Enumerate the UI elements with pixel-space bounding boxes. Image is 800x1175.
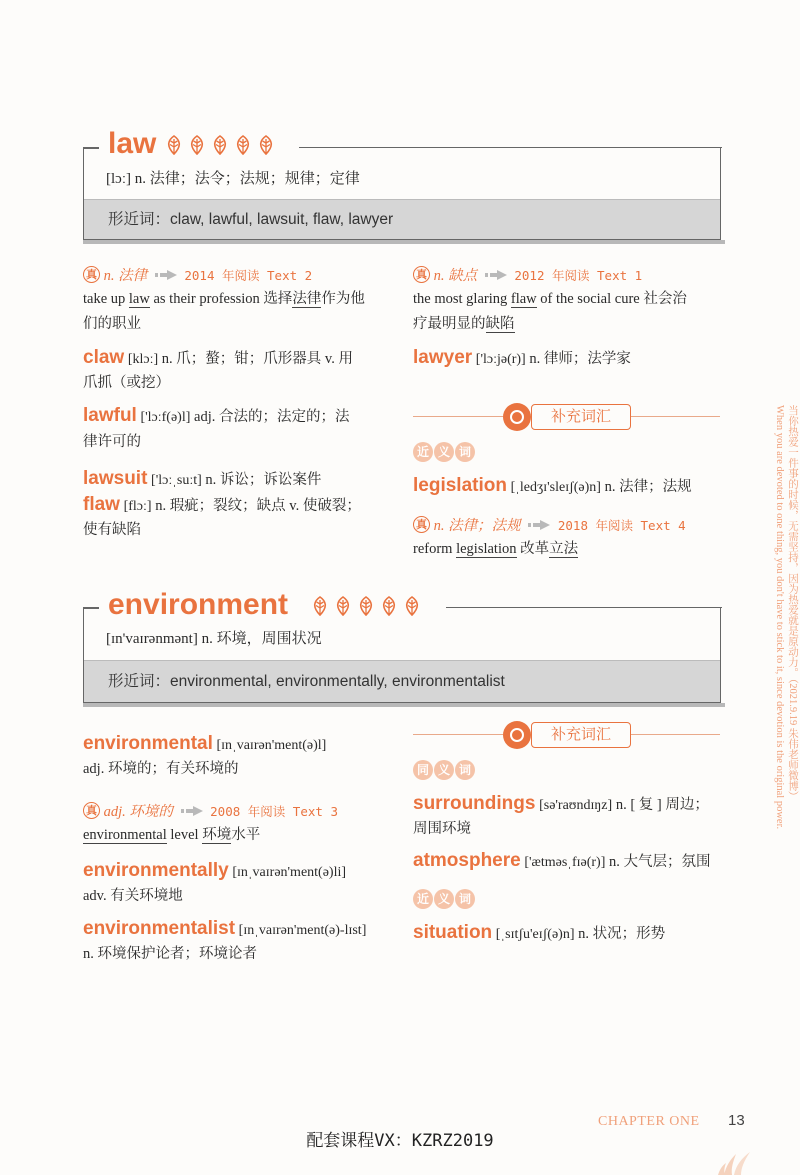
arrow-icon (181, 806, 203, 816)
environment-header-box (83, 588, 721, 703)
word-claw-def2: 爪抓（或挖） (83, 375, 170, 391)
leaf-icon (310, 596, 330, 616)
word-legislation: legislation [ˌledʒɪ'sleɪʃ(ə)n] n. 法律；法规 (413, 475, 692, 496)
law-example1-line1: take up law as their profession 选择法律作为他 (83, 291, 365, 307)
exam-source: 2014 年阅读 Text 2 (184, 268, 313, 283)
word-environmental-def: adj. 环境的；有关环境的 (83, 761, 239, 777)
word-lawsuit: lawsuit ['lɔːˌsuːt] n. 诉讼；诉讼案件 (83, 468, 322, 489)
grass-decoration-icon (716, 1148, 756, 1175)
synonym-tag: 近 义 词 (413, 889, 475, 909)
leaf-icon (379, 596, 399, 616)
environment-supplement-header (413, 720, 720, 750)
arrow-icon (485, 270, 507, 280)
legislation-example-line1: reform legislation 改革立法 (413, 541, 579, 557)
arrow-icon (155, 270, 177, 280)
supplement-label: 补充词汇 (531, 722, 631, 748)
difficulty-leaves (164, 135, 284, 155)
word-lawyer: lawyer ['lɔːjə(r)] n. 律师；法学家 (413, 347, 631, 368)
zhen-badge-icon: 真 (83, 802, 100, 819)
same-meaning-tag: 同 义 词 (413, 760, 475, 780)
word-environmentally: environmentally [ɪnˌvaɪrən'ment(ə)li] (83, 860, 347, 881)
word-situation: situation [ˌsɪtʃu'eɪʃ(ə)n] n. 状况；形势 (413, 922, 666, 943)
environmental-example-head: 真 adj. 环境的 2008 年阅读 Text 3 (83, 799, 338, 825)
side-quote-zh: 当你热爱一件事的时候，无需坚持，因为热爱就是原动力。（2021.9.19 朱伟老师微博） (787, 405, 798, 802)
law-phonetic-definition: [lɔː] n. 法律；法令；法规；规律；定律 (106, 171, 360, 187)
exam-source: 2008 年阅读 Text 3 (210, 804, 338, 819)
flaw-example-head: 真 n. 缺点 2012 年阅读 Text 1 (413, 263, 642, 289)
leaf-icon (356, 596, 376, 616)
word-surroundings-def2: 周围环境 (413, 821, 471, 837)
law-example1-head: 真 n. 法律 2014 年阅读 Text 2 (83, 263, 312, 289)
leaf-icon (187, 135, 207, 155)
headword-law: law (102, 129, 162, 159)
law-supplement-header (413, 402, 720, 432)
word-surroundings: surroundings [sə'raʊndɪŋz] n. [ 复 ] 周边； (413, 793, 709, 814)
exam-source: 2018 年阅读 Text 4 (557, 518, 686, 533)
word-flaw: flaw [flɔː] n. 瑕疵；裂纹；缺点 v. 使破裂； (83, 494, 361, 515)
law-related-words-bar: 形近词：claw, lawful, lawsuit, flaw, lawyer (84, 199, 720, 239)
leaf-icon (210, 135, 230, 155)
word-environmentalist: environmentalist [ɪnˌvaɪrən'ment(ə)-lɪst] (83, 918, 367, 939)
environment-phonetic-definition: [ɪn'vaɪrənmənt] n. 环境，周围状况 (106, 631, 322, 647)
chapter-label: CHAPTER ONE (598, 1114, 700, 1129)
word-atmosphere: atmosphere ['ætməsˌfɪə(r)] n. 大气层；氛围 (413, 850, 711, 871)
supplement-label: 补充词汇 (531, 404, 631, 430)
environment-related-words-bar: 形近词：environmental, environmentally, environmentalist (84, 660, 720, 702)
leaf-icon (233, 135, 253, 155)
exam-source: 2012 年阅读 Text 1 (514, 268, 643, 283)
side-quote (771, 405, 799, 830)
supplement-icon (503, 403, 531, 431)
zhen-badge-icon: 真 (413, 516, 430, 533)
supplement-icon (503, 721, 531, 749)
environmental-example-line1: environmental level 环境水平 (83, 827, 261, 843)
flaw-example-line1: the most glaring flaw of the social cure 社会治 (413, 291, 687, 307)
word-flaw-def2: 使有缺陷 (83, 522, 141, 538)
word-environmentally-def: adv. 有关环境地 (83, 888, 183, 904)
side-quote-en: When you are devoted to one thing, you don't have to stick to it, since devotion is the original power. (774, 405, 785, 830)
word-lawful: lawful ['lɔːf(ə)l] adj. 合法的；法定的；法 (83, 405, 350, 426)
law-header-box (83, 127, 721, 240)
law-example1-line2: 们的职业 (83, 316, 141, 332)
zhen-badge-icon: 真 (83, 266, 100, 283)
word-lawful-def2: 律许可的 (83, 434, 141, 450)
page-number: 13 (728, 1112, 745, 1129)
difficulty-leaves (310, 596, 430, 616)
arrow-icon (528, 520, 550, 530)
synonym-tag: 近 义 词 (413, 442, 475, 462)
word-environmentalist-def: n. 环境保护论者；环境论者 (83, 946, 257, 962)
legislation-example-head: 真 n. 法律；法规 2018 年阅读 Text 4 (413, 513, 686, 539)
leaf-icon (333, 596, 353, 616)
headword-environment: environment (102, 590, 294, 620)
word-claw: claw [klɔː] n. 爪；螯；钳；爪形器具 v. 用 (83, 347, 353, 368)
leaf-icon (164, 135, 184, 155)
leaf-icon (256, 135, 276, 155)
flaw-example-line2: 疗最明显的缺陷 (413, 316, 515, 332)
word-environmental: environmental [ɪnˌvaɪrən'ment(ə)l] (83, 733, 327, 754)
leaf-icon (402, 596, 422, 616)
zhen-badge-icon: 真 (413, 266, 430, 283)
watermark-text: 配套课程VX：KZRZ2019 (306, 1131, 494, 1151)
